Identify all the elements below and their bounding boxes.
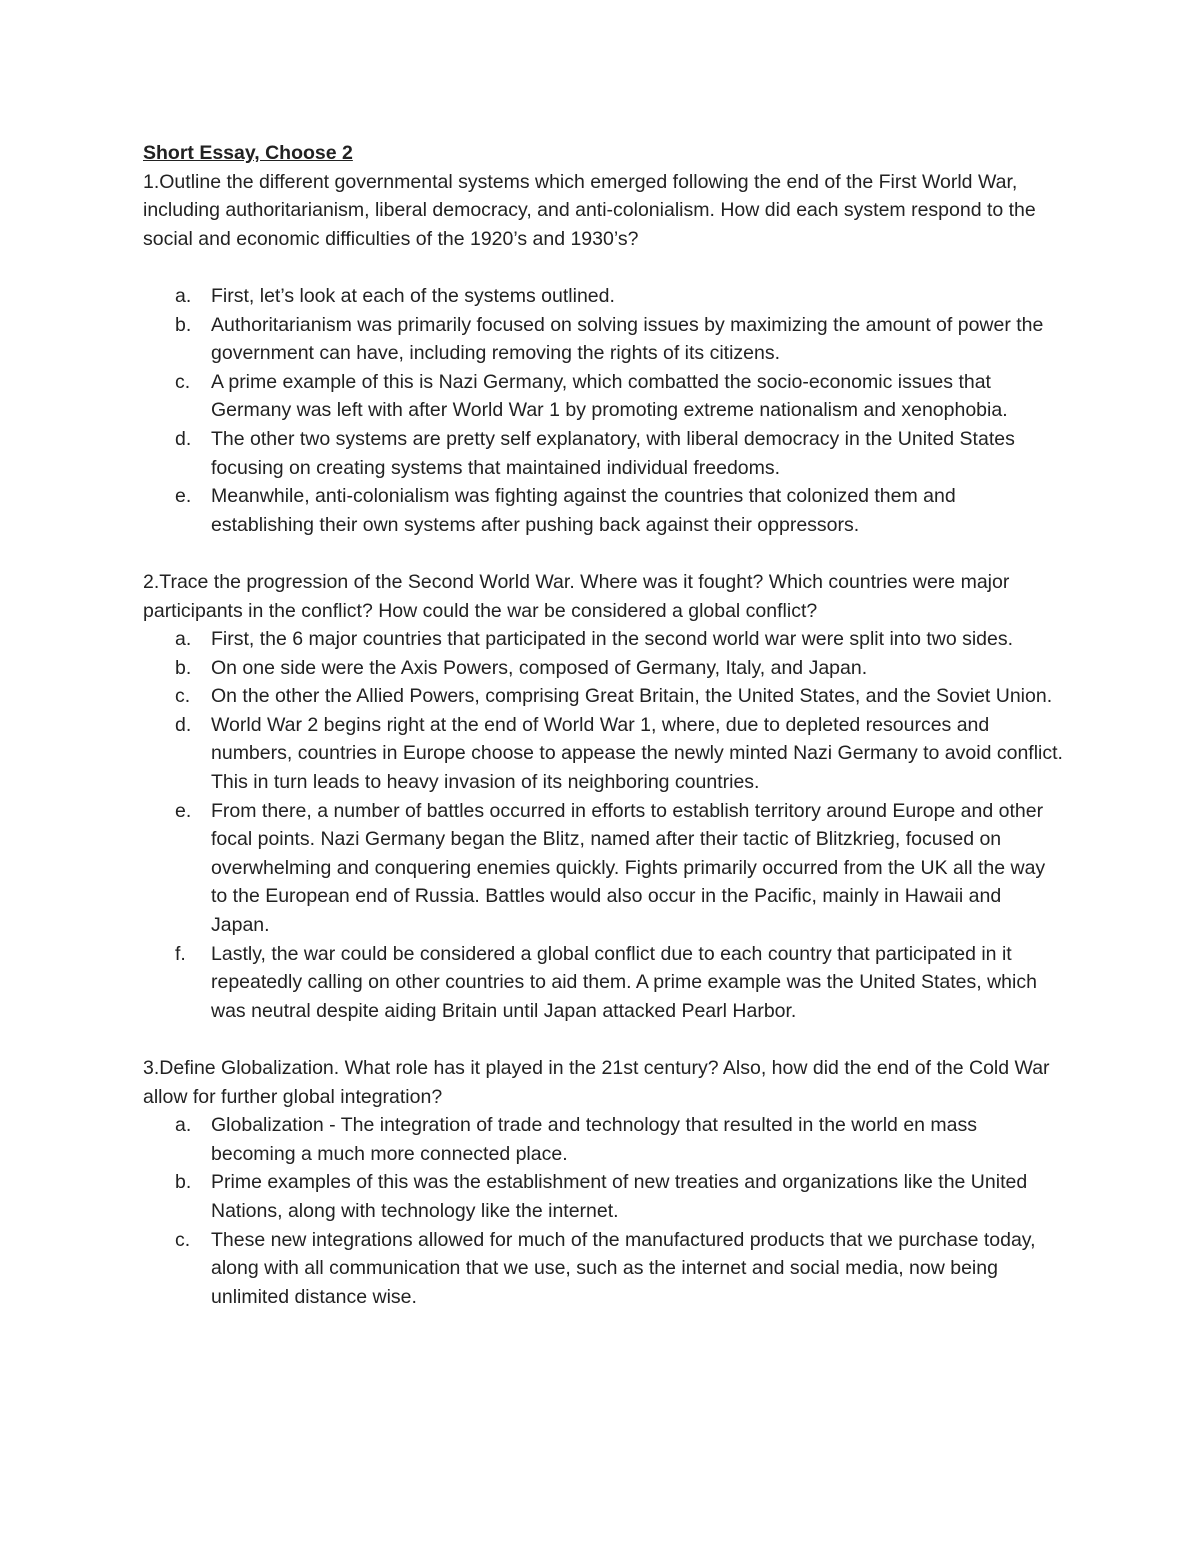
list-item-text: Lastly, the war could be considered a global conflict due to each country that participated in it repeatedly calling on other countries to aid them. A prime example was the United States, which was neutral despite aiding Britain until Japan attacked Pearl Harbor.	[211, 942, 1037, 1022]
list-item-text: Prime examples of this was the establishment of new treaties and organizations like the United Nations, along with technology like the internet.	[211, 1171, 1028, 1222]
list-item	[143, 311, 1063, 368]
question-2-answers	[143, 625, 1063, 1025]
list-marker: a.	[175, 284, 192, 307]
question-1-answers	[143, 282, 1063, 539]
list-item-text: First, let’s look at each of the systems outlined.	[211, 284, 615, 307]
list-item	[143, 482, 1063, 539]
question-2-prompt: 2.Trace the progression of the Second World War. Where was it fought? Which countries were major participants in the conflict? How could the war be considered a global conflict?	[143, 570, 1010, 622]
list-marker: f.	[175, 942, 186, 965]
question-1-prompt: 1.Outline the different governmental systems which emerged following the end of the First World War, including authoritarianism, liberal democracy, and anti-colonialism. How did each system respond to the social and economic difficulties of the 1920’s and 1930’s?	[143, 170, 1036, 250]
list-marker: b.	[175, 656, 192, 679]
list-item-text: Globalization - The integration of trade and technology that resulted in the world en mass becoming a much more connected place.	[211, 1114, 978, 1165]
list-item	[143, 425, 1063, 482]
paragraph-spacer	[143, 253, 1063, 282]
document-body	[143, 139, 1063, 1311]
question-3-prompt: 3.Define Globalization. What role has it played in the 21st century? Also, how did the end of the Cold War allow for further global integration?	[143, 1057, 1050, 1108]
list-item	[143, 1111, 1063, 1168]
list-item	[143, 1226, 1063, 1312]
list-item-text: Meanwhile, anti-colonialism was fighting against the countries that colonized them and establishing their own systems after pushing back against their oppressors.	[211, 485, 956, 536]
list-marker: e.	[175, 799, 192, 822]
list-marker: d.	[175, 427, 192, 450]
list-marker: d.	[175, 713, 192, 736]
list-item	[143, 797, 1063, 940]
question-3-answers	[143, 1111, 1063, 1311]
list-item-text: From there, a number of battles occurred in efforts to establish territory around Europe and other focal points. Nazi Germany began the Blitz, named after their tactic of Blitzkrieg, focused on overwhelming and conquering enemies quickly. Fights primarily occurred from the UK all the way to the European end of Russia. Battles would also occur in the Pacific, mainly in Hawaii and Japan.	[211, 799, 1046, 937]
list-marker: b.	[175, 1171, 192, 1194]
list-item	[143, 368, 1063, 425]
list-item-text: A prime example of this is Nazi Germany, which combatted the socio-economic issues that Germany was left with after World War 1 by promoting extreme nationalism and xenophobia.	[211, 370, 1008, 422]
list-item-text: On one side were the Axis Powers, composed of Germany, Italy, and Japan.	[211, 656, 868, 679]
document-title: Short Essay, Choose 2	[143, 142, 353, 164]
list-marker: c.	[175, 1228, 191, 1251]
list-item	[143, 625, 1063, 654]
list-marker: e.	[175, 485, 192, 508]
list-item-text: The other two systems are pretty self explanatory, with liberal democracy in the United States focusing on creating systems that maintained individual freedoms.	[211, 427, 1015, 479]
list-item-text: These new integrations allowed for much of the manufactured products that we purchase today, along with all communication that we use, such as the internet and social media, now being unlimited distance wise.	[211, 1228, 1036, 1308]
list-marker: c.	[175, 685, 191, 708]
list-item-text: World War 2 begins right at the end of World War 1, where, due to depleted resources and numbers, countries in Europe choose to appease the newly minted Nazi Germany to avoid conflict. This in turn leads to heavy invasion of its neighboring countries.	[211, 713, 1063, 794]
list-marker: b.	[175, 313, 192, 336]
list-marker: a.	[175, 1114, 192, 1137]
list-item-text: Authoritarianism was primarily focused on solving issues by maximizing the amount of power the government can have, including removing the rights of its citizens.	[211, 313, 1044, 365]
list-item	[143, 711, 1063, 797]
list-item-text: On the other the Allied Powers, comprising Great Britain, the United States, and the Soviet Union.	[211, 685, 1053, 708]
list-marker: a.	[175, 628, 192, 651]
paragraph-spacer	[143, 1025, 1063, 1054]
list-item	[143, 940, 1063, 1026]
list-item-text: First, the 6 major countries that participated in the second world war were split into two sides.	[211, 628, 1014, 651]
list-item	[143, 282, 1063, 311]
list-item	[143, 1168, 1063, 1225]
paragraph-spacer	[143, 539, 1063, 568]
list-marker: c.	[175, 370, 191, 393]
list-item	[143, 682, 1063, 711]
list-item	[143, 654, 1063, 683]
